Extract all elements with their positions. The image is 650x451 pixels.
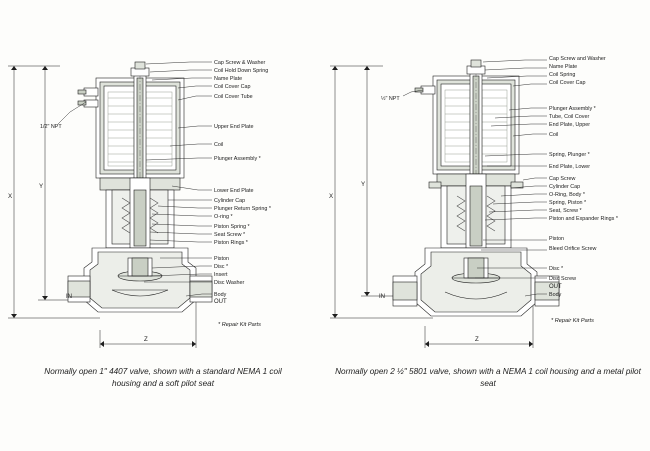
- callout-label: Coil: [214, 142, 224, 148]
- callout-label: Plunger Assembly *: [214, 156, 261, 162]
- repair-kit-footnote: * Repair Kit Parts: [218, 322, 261, 328]
- callout-label: Disc Screw: [549, 276, 576, 282]
- callout-label: End Plate, Upper: [549, 122, 591, 128]
- callout-label: Body: [549, 292, 562, 298]
- callout-label: Cap Screw: [549, 176, 576, 182]
- callout-label: Spring, Piston *: [549, 200, 587, 206]
- callout-label: Piston Spring *: [214, 224, 250, 230]
- callout-label: Coil Hold Down Spring: [214, 68, 269, 74]
- valve-body: [393, 248, 559, 316]
- dimension-label-z: Z: [475, 336, 479, 343]
- port-label-in: IN: [379, 294, 385, 300]
- dimension-label-z: Z: [144, 336, 148, 343]
- valve-body: [68, 248, 212, 312]
- callout-label: Plunger Assembly *: [549, 106, 596, 112]
- npt-callout-label: 1/2" NPT: [40, 124, 62, 130]
- caption-line-2: housing and a soft pilot seat: [112, 379, 214, 389]
- callout-label: Body: [214, 292, 227, 298]
- callout-label: Disc *: [214, 264, 229, 270]
- callout-label: Bleed Orifice Screw: [549, 246, 597, 252]
- callout-label: Coil: [549, 132, 559, 138]
- callout-label: Cap Screw & Washer: [214, 60, 266, 66]
- callout-label: Seat Screw *: [214, 232, 246, 238]
- callout-label: Plunger Return Spring *: [214, 206, 271, 212]
- callout-label: Piston: [214, 256, 229, 262]
- callout-label: Piston: [549, 236, 564, 242]
- caption-line-2: seat: [480, 379, 496, 389]
- dimension-label-x: X: [8, 193, 13, 200]
- callout-label: Disc Washer: [214, 280, 245, 286]
- port-label-out: OUT: [214, 299, 227, 305]
- callout-label: Tube, Coil Cover: [549, 114, 590, 120]
- port-label-out: OUT: [549, 284, 562, 290]
- right-valve-figure: [325, 0, 650, 451]
- left-figure-caption: [8, 366, 318, 391]
- callout-label: Coil Spring: [549, 72, 576, 78]
- right-figure-caption: [333, 366, 643, 391]
- callout-label: Insert: [214, 272, 228, 278]
- callout-label: End Plate, Lower: [549, 164, 591, 170]
- callout-label: Cylinder Cap: [549, 184, 581, 190]
- callout-label: Name Plate: [549, 64, 578, 70]
- callout-label: Lower End Plate: [214, 188, 254, 194]
- callout-label: Coil Cover Tube: [214, 94, 253, 100]
- callout-label: Disc *: [549, 266, 564, 272]
- callout-label: Cap Screw and Washer: [549, 56, 606, 62]
- dimension-label-y: Y: [39, 183, 44, 190]
- port-label-in: IN: [66, 294, 72, 300]
- callout-label: O-ring *: [214, 214, 233, 220]
- callout-label: Upper End Plate: [214, 124, 254, 130]
- caption-line-1: Normally open 2 ½" 5801 valve, shown with a NEMA 1 coil housing and a metal pilot: [335, 367, 641, 376]
- right-valve-drawing: [325, 0, 650, 360]
- callout-label: Coil Cover Cap: [214, 84, 251, 90]
- callout-label: Name Plate: [214, 76, 243, 82]
- callout-label: Cylinder Cap: [214, 198, 246, 204]
- callout-label: Coil Cover Cap: [549, 80, 586, 86]
- callout-label: Piston Rings *: [214, 240, 248, 246]
- left-valve-drawing: [0, 0, 325, 360]
- cylinder-assembly: [100, 178, 180, 248]
- callout-label: Spring, Plunger *: [549, 152, 590, 158]
- repair-kit-footnote: * Repair Kit Parts: [551, 318, 594, 324]
- callout-label: Seat, Screw *: [549, 208, 582, 214]
- callout-label: O-Ring, Body *: [549, 192, 585, 198]
- dimension-label-x: X: [329, 193, 334, 200]
- npt-callout-label: ½" NPT: [381, 96, 400, 102]
- callout-label: Piston and Expander Rings *: [549, 216, 618, 222]
- caption-line-1: Normally open 1" 4407 valve, shown with a standard NEMA 1 coil: [44, 367, 282, 376]
- dimension-label-y: Y: [361, 181, 366, 188]
